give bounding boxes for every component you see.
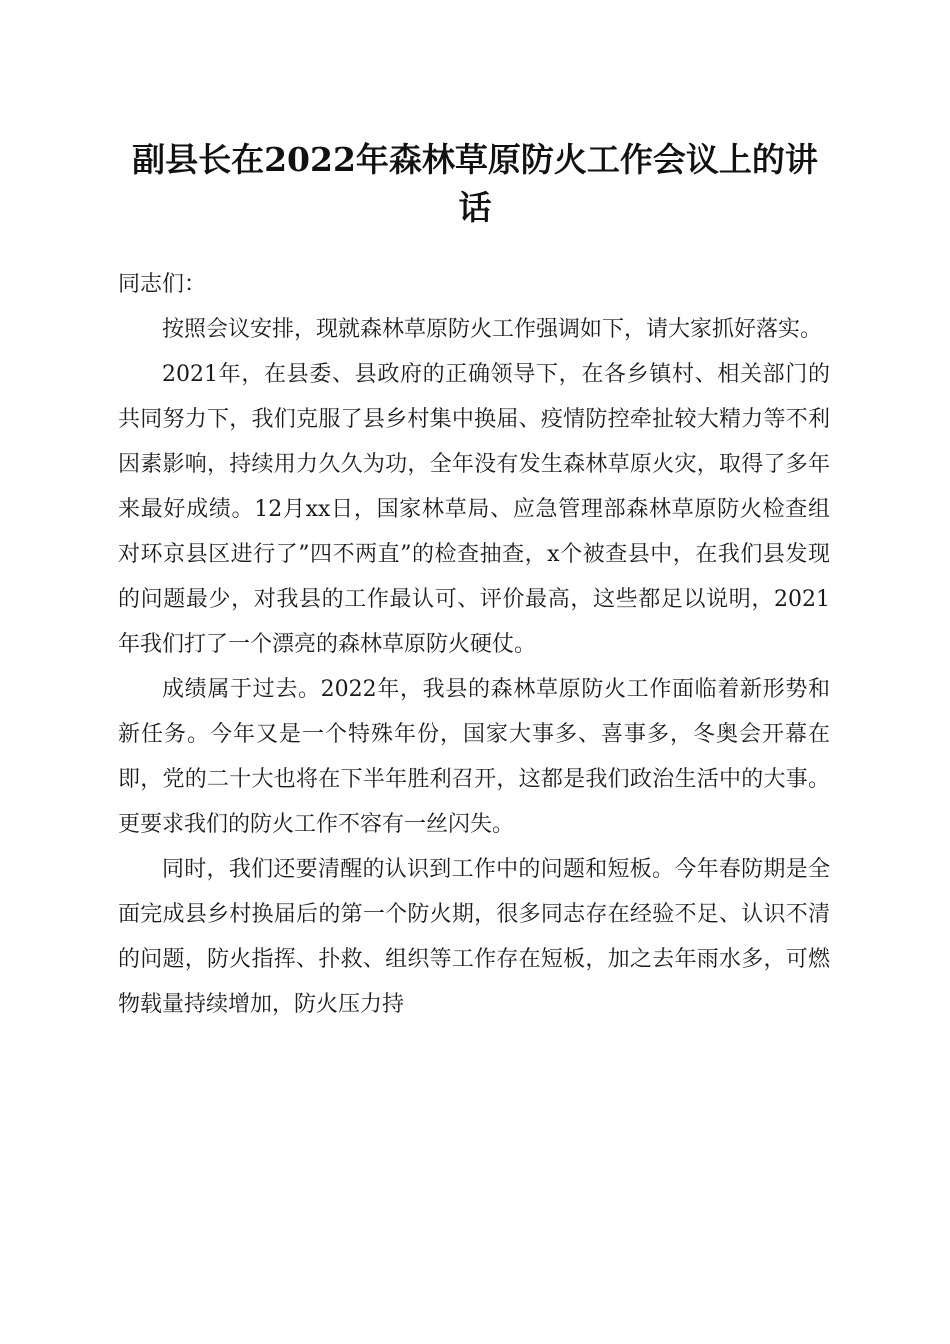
paragraph: 成绩属于过去。2022年，我县的森林草原防火工作面临着新形势和新任务。今年又是一个特殊年份，国家大事多、喜事多，冬奥会开幕在即，党的二十大也将在下半年胜利召开，这都是我们政治生活中的大事。更要求我们的防火工作不容有一丝闪失。 (118, 677, 830, 837)
salutation: 同志们： (118, 272, 207, 297)
document-body (118, 262, 830, 1027)
paragraph: 同时，我们还要清醒的认识到工作中的问题和短板。今年春防期是全面完成县乡村换届后的第一个防火期，很多同志存在经验不足、认识不清的问题，防火指挥、扑救、组织等工作存在短板，加之去年雨水多，可燃物载量持续增加，防火压力持 (118, 857, 830, 1017)
document-title: 副县长在2022年森林草原防火工作会议上的讲话 (132, 140, 818, 227)
paragraph: 按照会议安排，现就森林草原防火工作强调如下，请大家抓好落实。 (162, 317, 823, 342)
paragraph: 2021年，在县委、县政府的正确领导下，在各乡镇村、相关部门的共同努力下，我们克服了县乡村集中换届、疫情防控牵扯较大精力等不利因素影响，持续用力久久为功，全年没有发生森林草原火灾，取得了多年来最好成绩。12月xx日，国家林草局、应急管理部森林草原防火检查组对环京县区进行了”四不两直”的检查抽查，x个被查县中，在我们县发现的问题最少，对我县的工作最认可、评价最高，这些都足以说明，2021年我们打了一个漂亮的森林草原防火硬仗。 (118, 362, 830, 657)
